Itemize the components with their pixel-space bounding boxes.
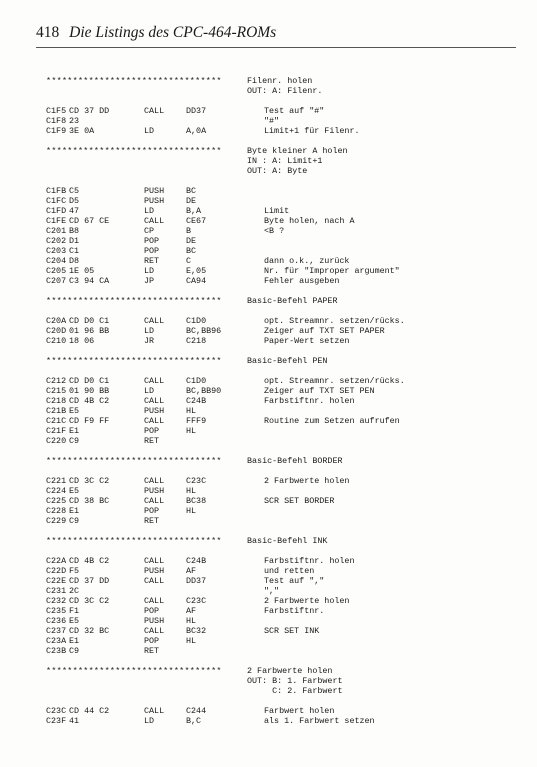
code-line <box>0 646 537 656</box>
hex-bytes: F1 <box>69 606 80 616</box>
address: C207 <box>46 276 67 286</box>
mnemonic: RET <box>144 516 160 526</box>
mnemonic: LD <box>144 266 155 276</box>
code-line <box>0 226 537 236</box>
comment: Routine zum Setzen aufrufen <box>264 416 400 426</box>
hex-bytes: 23 <box>69 116 80 126</box>
address: C20D <box>46 326 67 336</box>
separator-stars: ********************************* <box>46 296 222 306</box>
comment: Farbstiftnr. <box>264 606 325 616</box>
code-line <box>0 116 537 126</box>
hex-bytes: 18 06 <box>69 336 95 346</box>
mnemonic: RET <box>144 646 160 656</box>
address: C1FC <box>46 196 67 206</box>
operand: C244 <box>186 706 207 716</box>
address: C237 <box>46 626 67 636</box>
operand: DE <box>186 196 197 206</box>
address: C1FB <box>46 186 67 196</box>
operand: DE <box>186 236 197 246</box>
hex-bytes: D5 <box>69 196 80 206</box>
address: C21F <box>46 426 67 436</box>
assembly-listing <box>0 76 537 736</box>
operand: HL <box>186 636 197 646</box>
page-number: 418 <box>36 24 60 41</box>
mnemonic: CALL <box>144 626 165 636</box>
mnemonic: CALL <box>144 476 165 486</box>
hex-bytes: 01 96 BB <box>69 326 110 336</box>
separator-stars: ********************************* <box>46 666 222 676</box>
section-description: Basic-Befehl INK <box>247 536 328 546</box>
hex-bytes: 2C <box>69 586 80 596</box>
operand: C <box>186 256 192 266</box>
address: C22A <box>46 556 67 566</box>
code-line <box>0 506 537 516</box>
section-header-line <box>0 536 537 546</box>
address: C221 <box>46 476 67 486</box>
hex-bytes: D1 <box>69 236 80 246</box>
code-line <box>0 106 537 116</box>
operand: DD37 <box>186 576 207 586</box>
code-line <box>0 426 537 436</box>
section-header-line <box>0 356 537 366</box>
code-line <box>0 606 537 616</box>
comment: SCR SET BORDER <box>264 496 335 506</box>
comment: Test auf "#" <box>264 106 325 116</box>
mnemonic: PUSH <box>144 186 165 196</box>
section-description: OUT: A: Filenr. <box>247 86 323 96</box>
comment: Limit+1 für Filenr. <box>264 126 360 136</box>
section-header-line <box>0 86 537 96</box>
code-line <box>0 636 537 646</box>
code-line <box>0 266 537 276</box>
separator-stars: ********************************* <box>46 356 222 366</box>
operand: B <box>186 226 192 236</box>
blank-line <box>0 726 537 736</box>
hex-bytes: CD 32 BC <box>69 626 110 636</box>
comment: "," <box>264 586 280 596</box>
address: C224 <box>46 486 67 496</box>
mnemonic: PUSH <box>144 406 165 416</box>
section-description: Basic-Befehl PAPER <box>247 296 338 306</box>
blank-line <box>0 696 537 706</box>
operand: C23C <box>186 596 207 606</box>
listing-block <box>0 356 537 456</box>
operand: C24B <box>186 556 207 566</box>
comment: SCR SET INK <box>264 626 320 636</box>
mnemonic: PUSH <box>144 196 165 206</box>
comment: 2 Farbwerte holen <box>264 476 350 486</box>
code-line <box>0 436 537 446</box>
comment: Limit <box>264 206 290 216</box>
code-line <box>0 196 537 206</box>
hex-bytes: C3 94 CA <box>69 276 110 286</box>
mnemonic: CALL <box>144 396 165 406</box>
operand: HL <box>186 426 197 436</box>
section-description: C: 2. Farbwert <box>247 686 343 696</box>
section-description: 2 Farbwerte holen <box>247 666 333 676</box>
hex-bytes: CD 38 BC <box>69 496 110 506</box>
address: C1F5 <box>46 106 67 116</box>
blank-line <box>0 306 537 316</box>
code-line <box>0 706 537 716</box>
operand: BC32 <box>186 626 207 636</box>
mnemonic: POP <box>144 636 160 646</box>
operand: AF <box>186 566 197 576</box>
address: C210 <box>46 336 67 346</box>
mnemonic: PUSH <box>144 486 165 496</box>
hex-bytes: CD 4B C2 <box>69 556 110 566</box>
address: C1F9 <box>46 126 67 136</box>
operand: C218 <box>186 336 207 346</box>
address: C1FD <box>46 206 67 216</box>
blank-line <box>0 546 537 556</box>
code-line <box>0 276 537 286</box>
address: C23B <box>46 646 67 656</box>
mnemonic: LD <box>144 716 155 726</box>
code-line <box>0 716 537 726</box>
address: C203 <box>46 246 67 256</box>
operand: C1D0 <box>186 316 207 326</box>
blank-line <box>0 96 537 106</box>
hex-bytes: CD D0 C1 <box>69 316 110 326</box>
mnemonic: CALL <box>144 216 165 226</box>
mnemonic: CALL <box>144 316 165 326</box>
blank-line <box>0 526 537 536</box>
separator-stars: ********************************* <box>46 76 222 86</box>
comment: Test auf "," <box>264 576 325 586</box>
hex-bytes: CD 4B C2 <box>69 396 110 406</box>
address: C229 <box>46 516 67 526</box>
code-line <box>0 126 537 136</box>
address: C205 <box>46 266 67 276</box>
address: C215 <box>46 386 67 396</box>
operand: BC38 <box>186 496 207 506</box>
hex-bytes: CD D0 C1 <box>69 376 110 386</box>
operand: HL <box>186 486 197 496</box>
listing-block <box>0 666 537 736</box>
hex-bytes: D8 <box>69 256 80 266</box>
address: C204 <box>46 256 67 266</box>
operand: B,A <box>186 206 202 216</box>
operand: B,C <box>186 716 202 726</box>
comment: Zeiger auf TXT SET PEN <box>264 386 375 396</box>
section-header-line <box>0 166 537 176</box>
blank-line <box>0 346 537 356</box>
operand: BC <box>186 186 197 196</box>
page-title: Die Listings des CPC-464-ROMs <box>69 24 277 41</box>
comment: Farbstiftnr. holen <box>264 396 355 406</box>
mnemonic: JR <box>144 336 155 346</box>
operand: C24B <box>186 396 207 406</box>
hex-bytes: C9 <box>69 516 80 526</box>
operand: HL <box>186 616 197 626</box>
code-line <box>0 186 537 196</box>
operand: CE67 <box>186 216 207 226</box>
hex-bytes: C5 <box>69 186 80 196</box>
mnemonic: CP <box>144 226 155 236</box>
code-line <box>0 576 537 586</box>
mnemonic: CALL <box>144 106 165 116</box>
blank-line <box>0 286 537 296</box>
section-header-line <box>0 666 537 676</box>
page-header <box>36 24 516 48</box>
comment: Paper-Wert setzen <box>264 336 350 346</box>
operand: CA94 <box>186 276 207 286</box>
hex-bytes: CD 44 C2 <box>69 706 110 716</box>
blank-line <box>0 656 537 666</box>
address: C201 <box>46 226 67 236</box>
comment: opt. Streamnr. setzen/rücks. <box>264 316 405 326</box>
address: C235 <box>46 606 67 616</box>
address: C202 <box>46 236 67 246</box>
hex-bytes: C9 <box>69 646 80 656</box>
section-description: Byte kleiner A holen <box>247 146 348 156</box>
operand: FFF9 <box>186 416 207 426</box>
address: C23C <box>46 706 67 716</box>
hex-bytes: E5 <box>69 406 80 416</box>
hex-bytes: F5 <box>69 566 80 576</box>
code-line <box>0 206 537 216</box>
code-line <box>0 376 537 386</box>
section-description: OUT: A: Byte <box>247 166 308 176</box>
operand: BC,BB90 <box>186 386 222 396</box>
comment: <B ? <box>264 226 285 236</box>
comment: Zeiger auf TXT SET PAPER <box>264 326 385 336</box>
comment: Nr. für "Improper argument" <box>264 266 400 276</box>
section-description: IN : A: Limit+1 <box>247 156 323 166</box>
mnemonic: CALL <box>144 376 165 386</box>
code-line <box>0 586 537 596</box>
address: C23F <box>46 716 67 726</box>
hex-bytes: E1 <box>69 636 80 646</box>
hex-bytes: CD 3C C2 <box>69 596 110 606</box>
mnemonic: JP <box>144 276 155 286</box>
comment: opt. Streamnr. setzen/rücks. <box>264 376 405 386</box>
mnemonic: LD <box>144 126 155 136</box>
separator-stars: ********************************* <box>46 456 222 466</box>
separator-stars: ********************************* <box>46 146 222 156</box>
mnemonic: POP <box>144 606 160 616</box>
operand: BC,BB96 <box>186 326 222 336</box>
mnemonic: LD <box>144 386 155 396</box>
mnemonic: RET <box>144 436 160 446</box>
hex-bytes: 1E 05 <box>69 266 95 276</box>
section-header-line <box>0 676 537 686</box>
code-line <box>0 516 537 526</box>
address: C228 <box>46 506 67 516</box>
code-line <box>0 386 537 396</box>
blank-line <box>0 366 537 376</box>
section-description: OUT: B: 1. Farbwert <box>247 676 343 686</box>
code-line <box>0 326 537 336</box>
code-line <box>0 626 537 636</box>
code-line <box>0 336 537 346</box>
mnemonic: POP <box>144 246 160 256</box>
comment: "#" <box>264 116 280 126</box>
address: C21C <box>46 416 67 426</box>
hex-bytes: CD 3C C2 <box>69 476 110 486</box>
mnemonic: CALL <box>144 556 165 566</box>
comment: als 1. Farbwert setzen <box>264 716 375 726</box>
code-line <box>0 556 537 566</box>
code-line <box>0 256 537 266</box>
blank-line <box>0 466 537 476</box>
listing-block <box>0 296 537 356</box>
section-description: Filenr. holen <box>247 76 313 86</box>
code-line <box>0 216 537 226</box>
hex-bytes: CD 67 CE <box>69 216 110 226</box>
section-header-line <box>0 686 537 696</box>
code-line <box>0 476 537 486</box>
section-header-line <box>0 296 537 306</box>
operand: A,0A <box>186 126 207 136</box>
section-description: Basic-Befehl BORDER <box>247 456 343 466</box>
section-description: Basic-Befehl PEN <box>247 356 328 366</box>
comment: Byte holen, nach A <box>264 216 355 226</box>
hex-bytes: 01 90 BB <box>69 386 110 396</box>
listing-block <box>0 76 537 146</box>
operand: AF <box>186 606 197 616</box>
mnemonic: CALL <box>144 596 165 606</box>
address: C231 <box>46 586 67 596</box>
code-line <box>0 486 537 496</box>
operand: C1D0 <box>186 376 207 386</box>
hex-bytes: CD 37 DD <box>69 106 110 116</box>
comment: Fehler ausgeben <box>264 276 340 286</box>
comment: Farbstiftnr. holen <box>264 556 355 566</box>
address: C20A <box>46 316 67 326</box>
listing-block <box>0 536 537 666</box>
code-line <box>0 496 537 506</box>
mnemonic: RET <box>144 256 160 266</box>
code-line <box>0 316 537 326</box>
address: C1F8 <box>46 116 67 126</box>
blank-line <box>0 446 537 456</box>
section-header-line <box>0 146 537 156</box>
mnemonic: PUSH <box>144 616 165 626</box>
section-header-line <box>0 456 537 466</box>
code-line <box>0 406 537 416</box>
hex-bytes: CD F9 FF <box>69 416 110 426</box>
operand: DD37 <box>186 106 207 116</box>
mnemonic: LD <box>144 326 155 336</box>
code-line <box>0 596 537 606</box>
listing-block <box>0 146 537 296</box>
mnemonic: PUSH <box>144 566 165 576</box>
code-line <box>0 236 537 246</box>
address: C23A <box>46 636 67 646</box>
comment: 2 Farbwerte holen <box>264 596 350 606</box>
listing-block <box>0 456 537 536</box>
hex-bytes: B8 <box>69 226 80 236</box>
operand: HL <box>186 506 197 516</box>
address: C22D <box>46 566 67 576</box>
hex-bytes: 3E 0A <box>69 126 95 136</box>
hex-bytes: E1 <box>69 506 80 516</box>
code-line <box>0 416 537 426</box>
code-line <box>0 246 537 256</box>
mnemonic: CALL <box>144 706 165 716</box>
address: C21B <box>46 406 67 416</box>
address: C1FE <box>46 216 67 226</box>
hex-bytes: E5 <box>69 616 80 626</box>
hex-bytes: 41 <box>69 716 80 726</box>
code-line <box>0 396 537 406</box>
comment: und retten <box>264 566 315 576</box>
address: C220 <box>46 436 67 446</box>
mnemonic: CALL <box>144 416 165 426</box>
address: C218 <box>46 396 67 406</box>
mnemonic: CALL <box>144 576 165 586</box>
comment: dann o.k., zurück <box>264 256 350 266</box>
address: C232 <box>46 596 67 606</box>
separator-stars: ********************************* <box>46 536 222 546</box>
comment: Farbwert holen <box>264 706 335 716</box>
address: C22E <box>46 576 67 586</box>
hex-bytes: E1 <box>69 426 80 436</box>
address: C236 <box>46 616 67 626</box>
code-line <box>0 616 537 626</box>
operand: BC <box>186 246 197 256</box>
section-header-line <box>0 76 537 86</box>
mnemonic: POP <box>144 236 160 246</box>
address: C225 <box>46 496 67 506</box>
code-line <box>0 566 537 576</box>
blank-line <box>0 136 537 146</box>
operand: HL <box>186 406 197 416</box>
hex-bytes: C9 <box>69 436 80 446</box>
mnemonic: POP <box>144 426 160 436</box>
hex-bytes: 47 <box>69 206 80 216</box>
operand: C23C <box>186 476 207 486</box>
mnemonic: CALL <box>144 496 165 506</box>
section-header-line <box>0 156 537 166</box>
hex-bytes: E5 <box>69 486 80 496</box>
address: C212 <box>46 376 67 386</box>
hex-bytes: C1 <box>69 246 80 256</box>
mnemonic: POP <box>144 506 160 516</box>
operand: E,05 <box>186 266 207 276</box>
hex-bytes: CD 37 DD <box>69 576 110 586</box>
blank-line <box>0 176 537 186</box>
mnemonic: LD <box>144 206 155 216</box>
